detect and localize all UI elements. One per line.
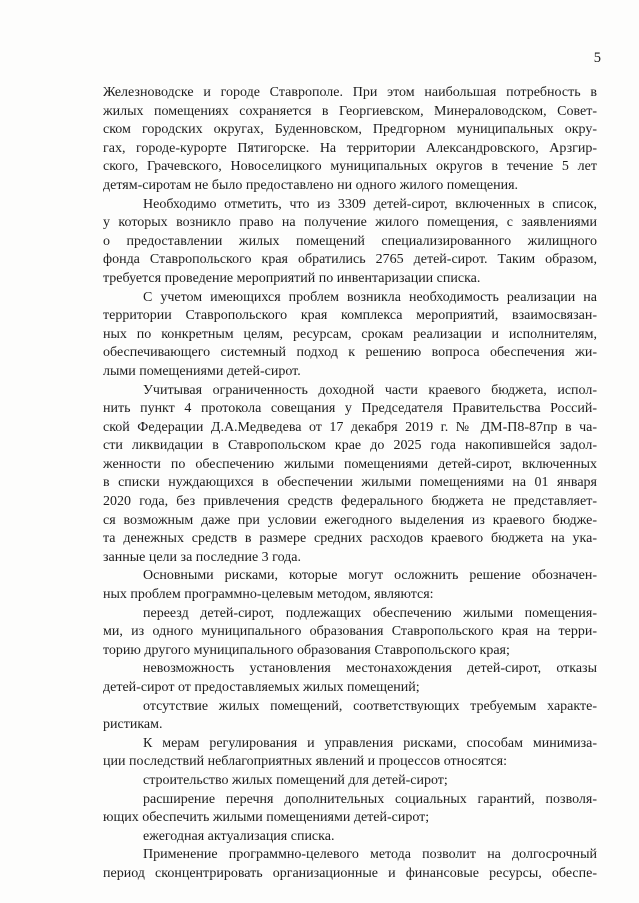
text-line: строительство жилых помещений для детей-сирот;	[143, 772, 448, 788]
paragraph	[103, 735, 597, 772]
text-line: фонда Ставропольского края обратились 2765 детей-сирот. Таким образом,	[103, 252, 597, 268]
text-line: ных по конкретным целям, ресурсам, срокам реализации и исполнителям,	[103, 326, 597, 342]
paragraph	[103, 84, 597, 196]
text-line: К мерам регулирования и управления рисками, способам минимиза-	[143, 735, 597, 751]
text-line: ежегодная актуализация списка.	[143, 828, 335, 844]
paragraph	[103, 605, 597, 661]
paragraph	[103, 846, 597, 883]
text-line: Железноводске и городе Ставрополе. При этом наибольшая потребность в	[103, 85, 597, 100]
text-line: о предоставлении жилых помещений специализированного жилищного	[103, 233, 597, 249]
paragraph	[103, 791, 597, 828]
text-line: детей-сирот от предоставляемых жилых помещений;	[103, 680, 420, 695]
text-line: Применение программно-целевого метода позволит на долгосрочный	[143, 847, 597, 863]
text-line: расширение перечня дополнительных социальных гарантий, позволя-	[143, 791, 597, 807]
text-line: нить пункт 4 протокола совещания у Председателя Правительства Россий-	[103, 401, 597, 417]
text-line: ми, из одного муниципального образования Ставропольского края на терри-	[103, 624, 597, 640]
text-line: период сконцентрировать организационные и финансовые ресурсы, обеспе-	[103, 865, 597, 881]
text-line: Необходимо отметить, что из 3309 детей-сирот, включенных в список,	[143, 196, 597, 212]
text-line: переезд детей-сирот, подлежащих обеспечению жилыми помещения-	[143, 605, 597, 621]
paragraph	[103, 660, 597, 697]
text-line: ском городских округах, Буденновском, Предгорном муниципальных окру-	[103, 122, 597, 138]
text-line: жилых помещениях сохраняется в Георгиевском, Минераловодском, Совет-	[103, 103, 597, 119]
text-line: торию другого муниципального образования Ставропольского края;	[103, 642, 510, 658]
paragraph	[103, 828, 597, 847]
text-line: обеспечивающего системный подход к решению вопроса обеспечения жи-	[103, 345, 597, 361]
text-line: ции последствий неблагоприятных явлений и процессов относятся:	[103, 754, 507, 770]
paragraph	[103, 698, 597, 735]
paragraph	[103, 196, 597, 289]
text-line: Учитывая ограниченность доходной части краевого бюджета, испол-	[143, 382, 597, 398]
text-line: лыми помещениями детей-сирот.	[103, 363, 301, 379]
text-line: ристикам.	[103, 717, 163, 733]
text-line: территории Ставропольского края комплекса мероприятий, взаимосвязан-	[103, 308, 597, 324]
text-line: детям-сиротам не было предоставлено ни одного жилого помещения.	[103, 177, 519, 193]
text-line: ющих обеспечить жилыми помещениями детей-сирот;	[103, 810, 430, 826]
text-line: та денежных средств в размере средних расходов краевого бюджета на ука-	[103, 531, 597, 547]
paragraph	[103, 772, 597, 791]
text-line: гах, городе-курорте Пятигорске. На территории Александровского, Арзгир-	[103, 140, 597, 156]
body-text	[103, 84, 597, 884]
text-line: ского, Грачевского, Новоселицкого муниципальных округов в течение 5 лет	[103, 159, 597, 175]
text-line: невозможность установления местонахождения детей-сирот, отказы	[143, 661, 597, 677]
text-line: у которых возникло право на получение жилого помещения, с заявлениями	[103, 215, 597, 231]
text-line: Основными рисками, которые могут осложнить решение обозначен-	[143, 568, 597, 584]
text-line: женности по обеспечению жилыми помещениями детей-сирот, включенных	[103, 456, 597, 472]
text-line: требуется проведение мероприятий по инвентаризации списка.	[103, 270, 481, 286]
text-line: ся возможным даже при условии ежегодного выделения из краевого бюдже-	[103, 512, 597, 528]
text-line: 2020 года, без привлечения средств федерального бюджета не представляет-	[103, 494, 597, 510]
paragraph	[103, 289, 597, 382]
text-line: занные цели за последние 3 года.	[103, 549, 301, 565]
text-line: отсутствие жилых помещений, соответствующих требуемым характе-	[143, 698, 597, 714]
paragraph	[103, 567, 597, 604]
text-line: С учетом имеющихся проблем возникла необходимость реализации на	[143, 289, 597, 305]
text-line: в списки нуждающихся в обеспечении жилыми помещениями на 01 января	[103, 475, 597, 491]
text-line: сти ликвидации в Ставропольском крае до 2025 года накопившейся задол-	[103, 438, 597, 454]
text-line: ных проблем программно-целевым методом, являются:	[103, 587, 434, 603]
paragraph	[103, 382, 597, 568]
page-number: 5	[593, 50, 601, 66]
text-line: ской Федерации Д.А.Медведева от 17 декабря 2019 г. № ДМ-П8-87пр в ча-	[103, 419, 597, 435]
